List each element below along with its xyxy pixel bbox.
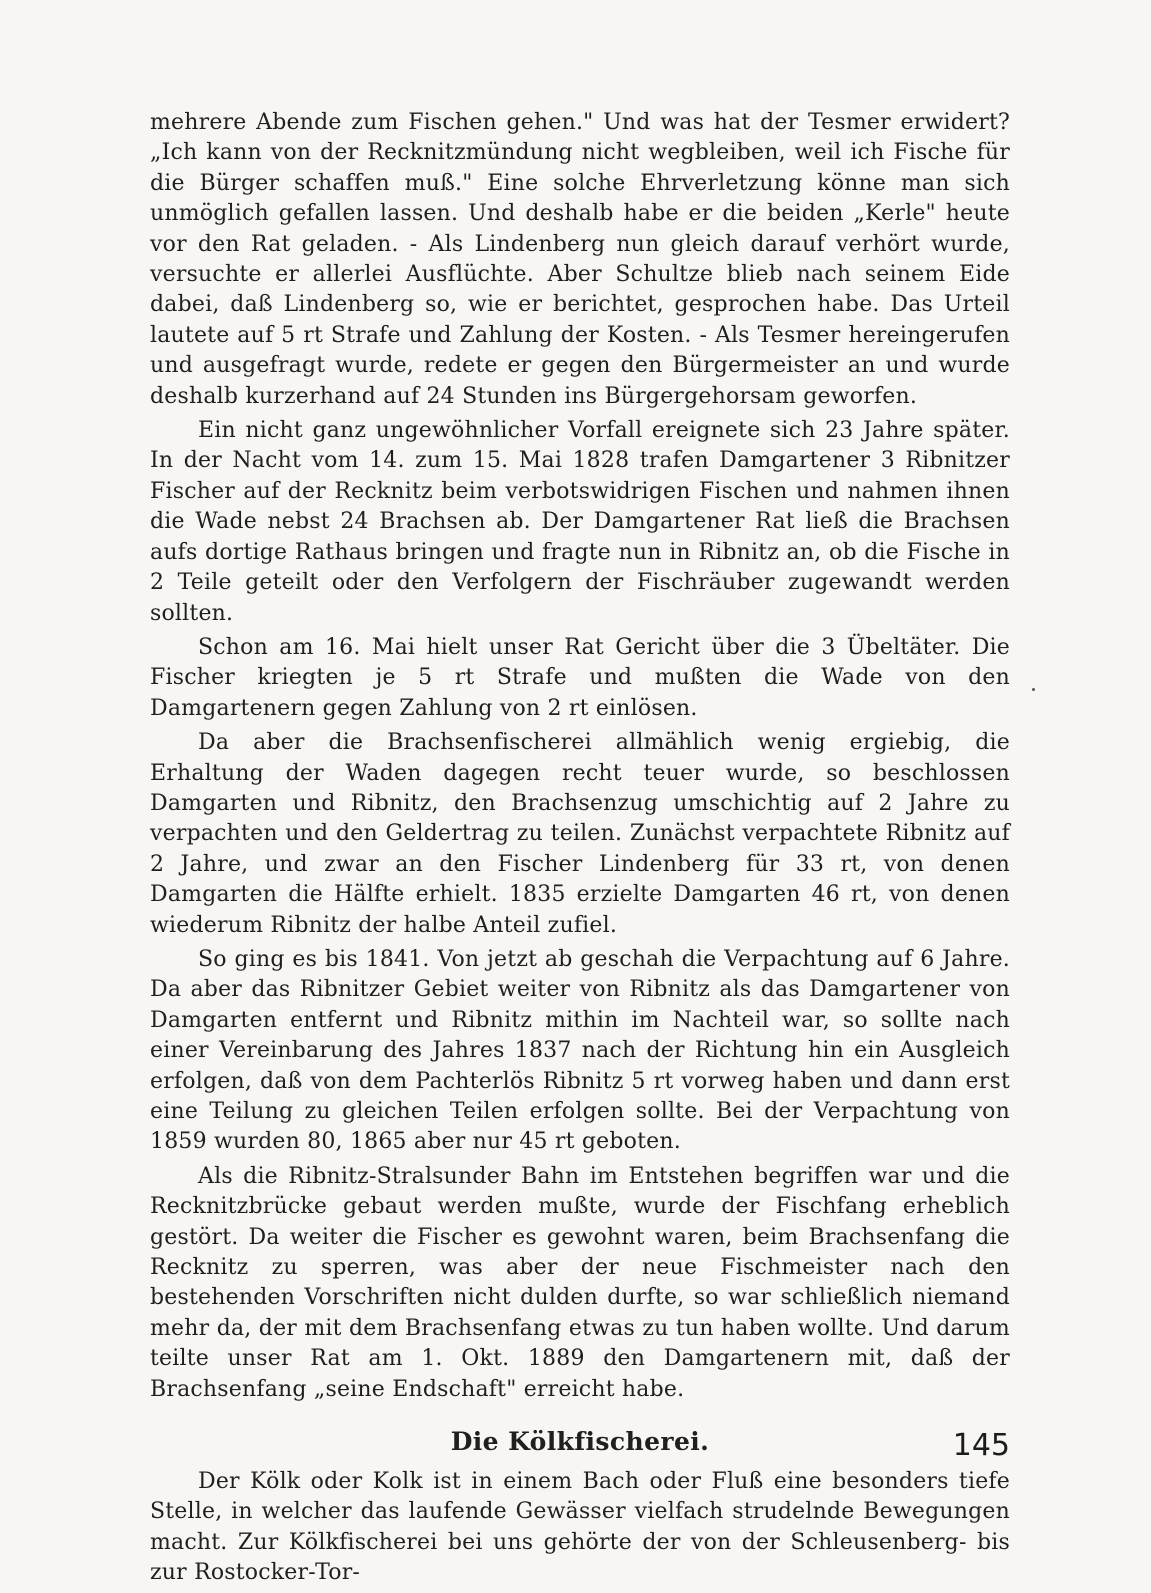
paragraph: Da aber die Brachsenfischerei allmählich wenig ergiebig, die Erhaltung der Waden dagegen recht teuer wurde, so beschlossen Damgarten und Ribnitz, den Brachsenzug umschichtig auf 2 Jahre zu verpachten und den Geldertrag zu teilen. Zunächst verpachtete Ribnitz auf 2 Jahre, und zwar an den Fischer Lindenberg für 33 rt, von denen Damgarten die Hälfte erhielt. 1835 erzielte Damgarten 46 rt, von denen wiederum Ribnitz der halbe Anteil zufiel. xyxy=(150,730,1010,938)
paragraph: Ein nicht ganz ungewöhnlicher Vorfall ereignete sich 23 Jahre später. In der Nacht vom 14. zum 15. Mai 1828 trafen Damgartener 3 Ribnitzer Fischer auf der Recknitz beim verbotswidrigen Fischen und nahmen ihnen die Wade nebst 24 Brachsen ab. Der Damgartener Rat ließ die Brachsen aufs dortige Rathaus bringen und fragte nun in Ribnitz an, ob die Fische in 2 Teile geteilt oder den Verfolgern der Fischräuber zugewandt werden sollten. xyxy=(150,418,1010,626)
paragraph: So ging es bis 1841. Von jetzt ab geschah die Verpachtung auf 6 Jahre. Da aber das Ribnitzer Gebiet weiter von Ribnitz als das Damgartener von Damgarten entfernt und Ribnitz mithin im Nachteil war, so sollte nach einer Vereinbarung des Jahres 1837 nach der Richtung hin ein Ausgleich erfolgen, daß von dem Pachterlös Ribnitz 5 rt vorweg haben und dann erst eine Teilung zu gleichen Teilen erfolgen sollte. Bei der Verpachtung von 1859 wurden 80, 1865 aber nur 45 rt geboten. xyxy=(150,946,1010,1155)
paragraph: mehrere Abende zum Fischen gehen." Und was hat der Tesmer erwidert? „Ich kann von der Recknitzmündung nicht wegbleiben, weil ich Fische für die Bürger schaffen muß." Eine solche Ehrverletzung könne man sich unmöglich gefallen lassen. Und deshalb habe er die beiden „Kerle" heute vor den Rat geladen. - Als Lindenberg nun gleich darauf verhört wurde, versuchte er allerlei Ausflüchte. Aber Schultze blieb nach seinem Eide dabei, daß Lindenberg so, wie er berichtet, gesprochen habe. Das Urteil lautete auf 5 rt Strafe und Zahlung der Kosten. - Als Tesmer hereingerufen und ausgefragt wurde, redete er gegen den Bürgermeister an und wurde deshalb kurzerhand auf 24 Stunden ins Bürgergehorsam geworfen. xyxy=(150,110,1010,409)
section-paragraph: Der Kölk oder Kolk ist in einem Bach oder Fluß eine besonders tiefe Stelle, in welcher das laufende Gewässer vielfach strudelnde Bewegungen macht. Zur Kölkfischerei bei uns gehörte der von der Schleusenberg- bis zur Rostocker-Tor- xyxy=(150,1469,1010,1586)
paragraph: Als die Ribnitz-Stralsunder Bahn im Entstehen begriffen war und die Recknitzbrücke gebaut werden mußte, wurde der Fischfang erheblich gestört. Da weiter die Fischer es gewohnt waren, beim Brachsenfang die Recknitz zu sperren, was aber der neue Fischmeister nach den bestehenden Vorschriften nicht dulden durfte, so war schließlich niemand mehr da, der mit dem Brachsenfang etwas zu tun haben wollte. Und darum teilte unser Rat am 1. Okt. 1889 den Damgartenern mit, daß der Brachsenfang „seine Endschaft" erreicht habe. xyxy=(150,1163,1010,1402)
paragraph: Schon am 16. Mai hielt unser Rat Gericht über die 3 Übeltäter. Die Fischer kriegten je 5 rt Strafe und mußten die Wade von den Damgartenern gegen Zahlung von 2 rt einlösen. xyxy=(150,634,1010,721)
section-heading: Die Kölkfischerei. xyxy=(450,1427,710,1457)
page-body xyxy=(150,108,1010,1593)
stray-mark xyxy=(1032,688,1035,691)
page-number: 145 xyxy=(952,1428,1010,1463)
